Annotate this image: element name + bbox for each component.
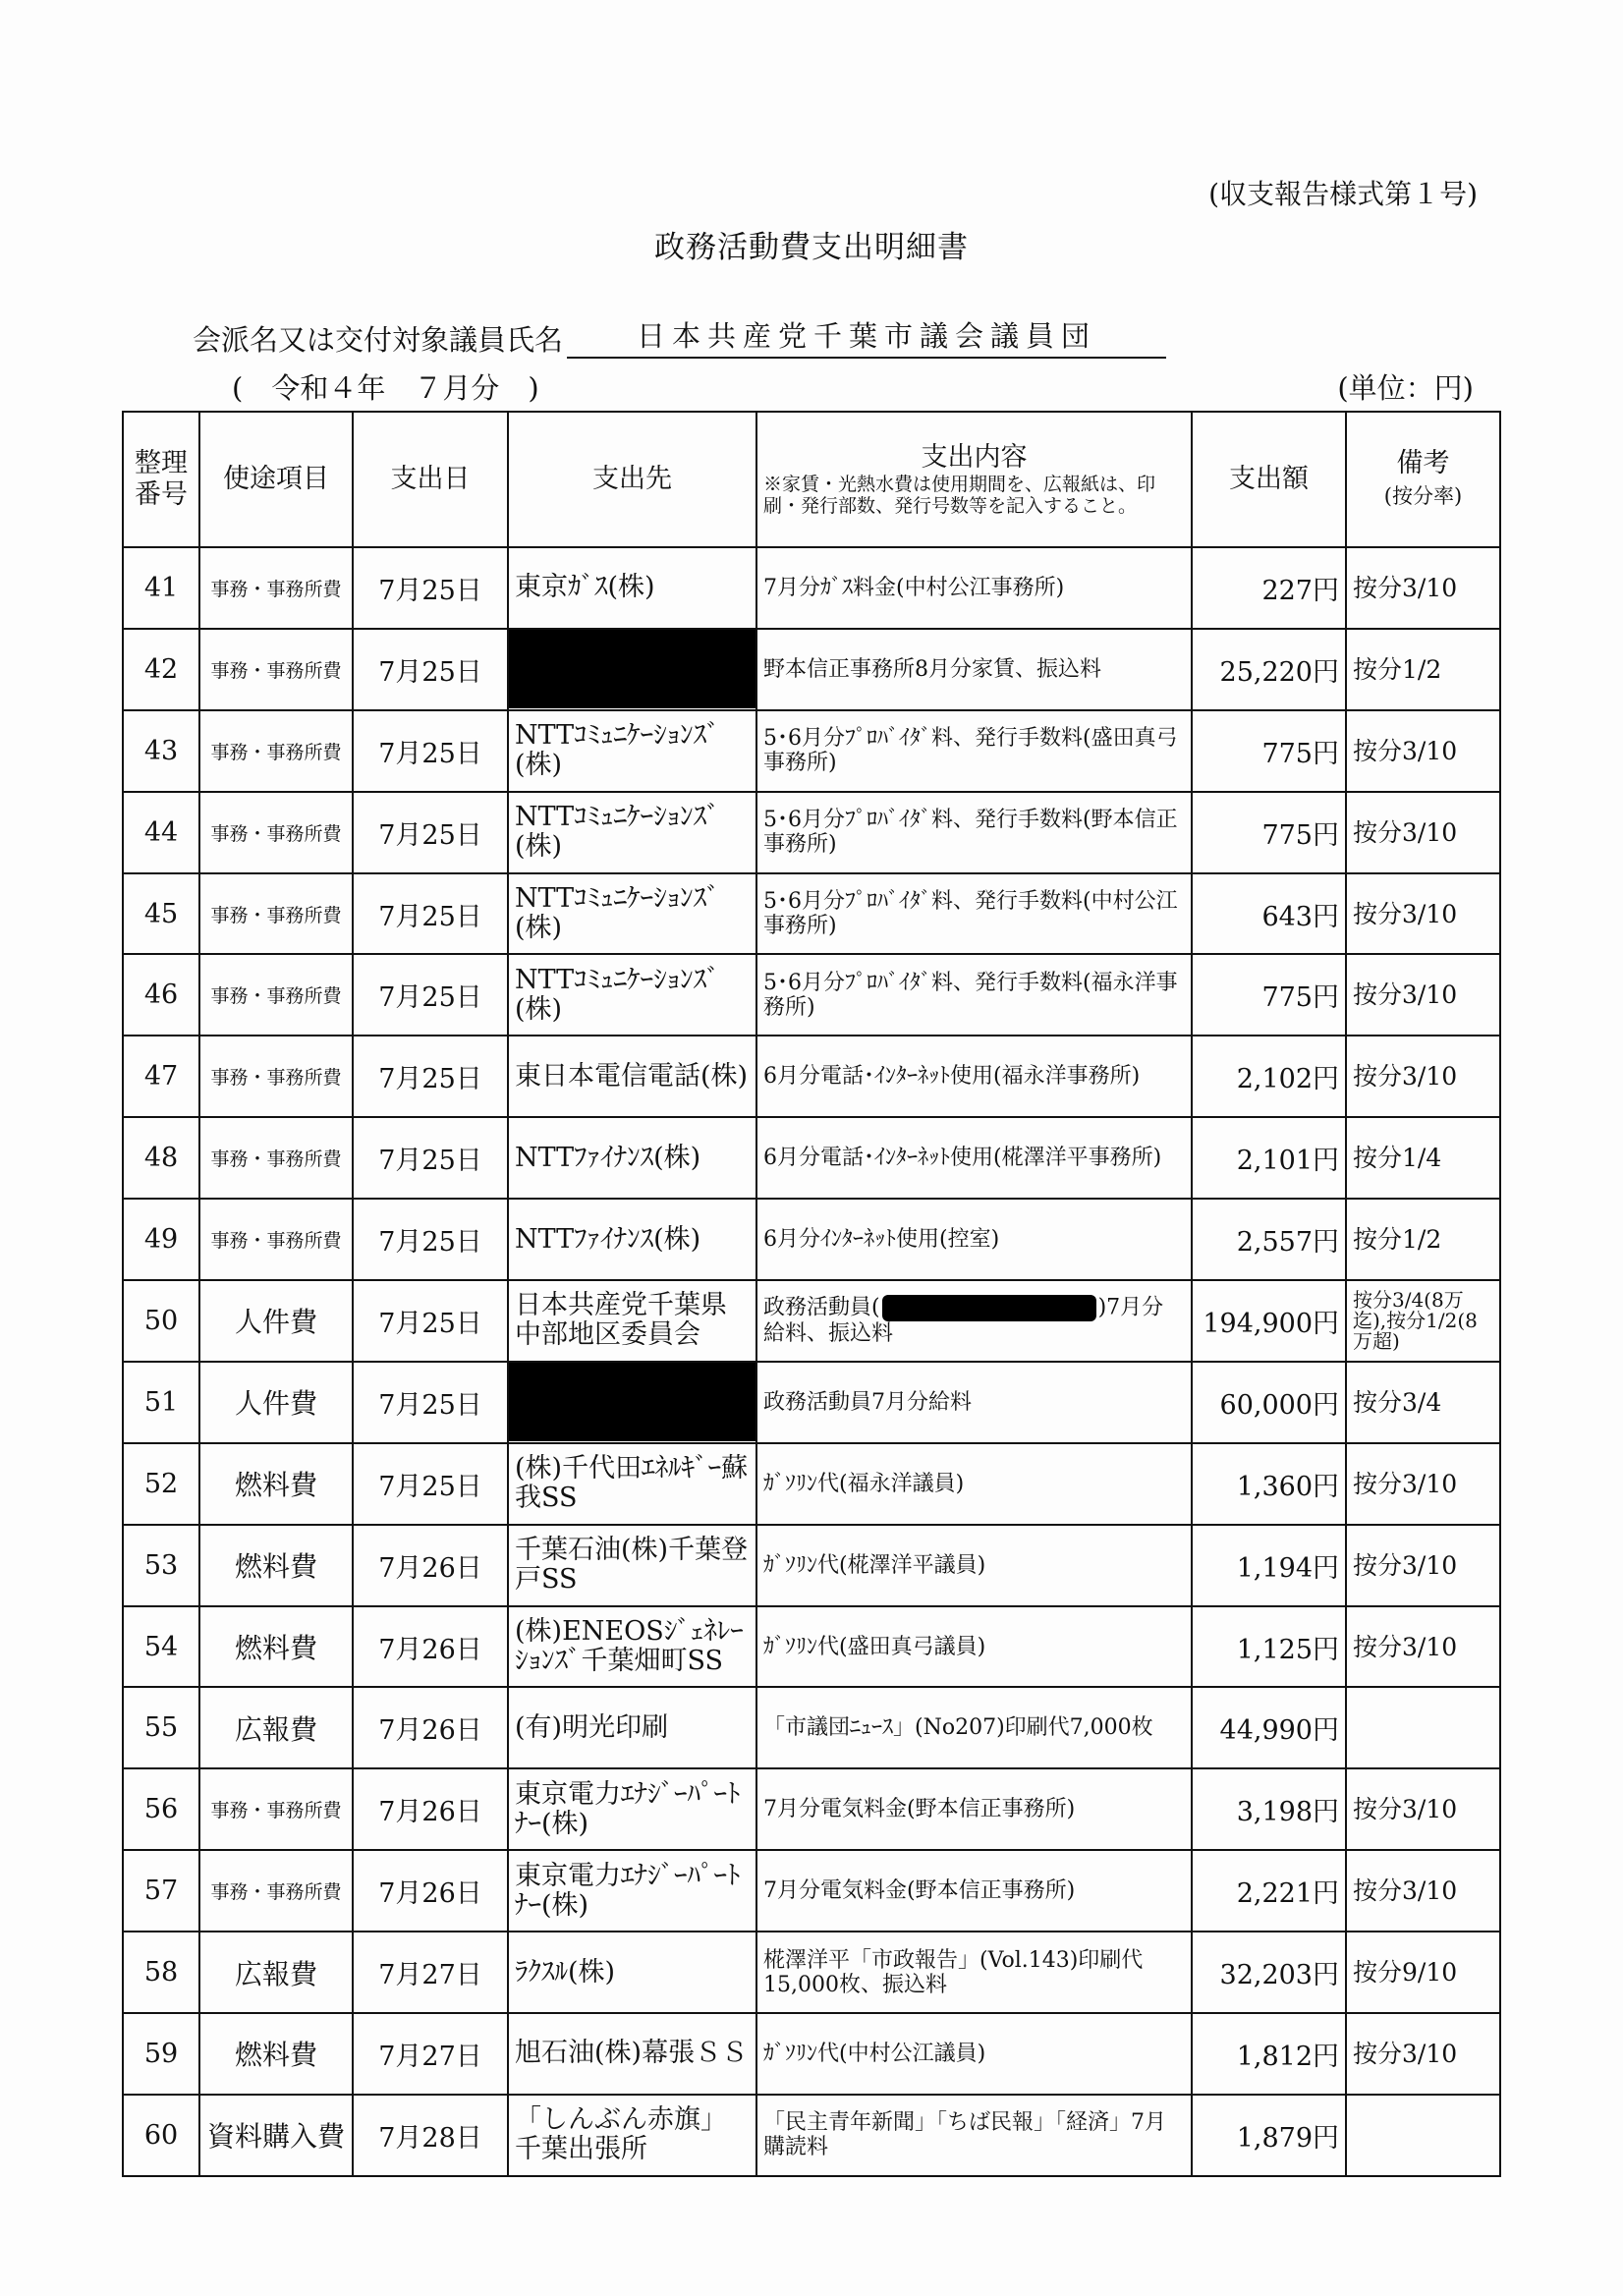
row-category: 事務・事務所費 xyxy=(199,1117,353,1199)
row-remarks: 按分3/10 xyxy=(1346,2013,1500,2095)
row-category: 資料購入費 xyxy=(199,2095,353,2176)
row-number: 44 xyxy=(123,792,199,873)
row-remarks: 按分3/10 xyxy=(1346,1525,1500,1606)
row-number: 60 xyxy=(123,2095,199,2176)
row-category: 事務・事務所費 xyxy=(199,629,353,710)
row-number: 46 xyxy=(123,954,199,1036)
row-number: 49 xyxy=(123,1199,199,1280)
row-remarks: 按分3/4(8万迄),按分1/2(8万超) xyxy=(1346,1280,1500,1362)
redaction-box xyxy=(882,1295,1096,1321)
row-category: 事務・事務所費 xyxy=(199,792,353,873)
row-payee: 東日本電信電話(株) xyxy=(508,1036,756,1117)
row-detail: 7月分電気料金(野本信正事務所) xyxy=(756,1768,1192,1850)
redaction-box xyxy=(509,630,756,708)
table-row xyxy=(123,792,1500,873)
row-amount: 775円 xyxy=(1192,710,1346,792)
row-payee: (株)千代田ｴﾈﾙｷﾞｰ蘇我SS xyxy=(508,1443,756,1525)
row-detail: ｶﾞｿﾘﾝ代(福永洋議員) xyxy=(756,1443,1192,1525)
row-date: 7月25日 xyxy=(353,1362,508,1443)
row-payee: NTTﾌｧｲﾅﾝｽ(株) xyxy=(508,1199,756,1280)
row-date: 7月26日 xyxy=(353,1606,508,1688)
row-date: 7月26日 xyxy=(353,1525,508,1606)
row-detail: 5･6月分ﾌﾟﾛﾊﾞｲﾀﾞ料、発行手数料(野本信正事務所) xyxy=(756,792,1192,873)
row-category: 広報費 xyxy=(199,1932,353,2013)
reporting-period: ( 令和４年 ７月分 ) xyxy=(232,371,539,405)
row-payee: NTTｺﾐｭﾆｹｰｼｮﾝｽﾞ(株) xyxy=(508,710,756,792)
table-row xyxy=(123,1768,1500,1850)
row-detail: 7月分ｶﾞｽ料金(中村公江事務所) xyxy=(756,547,1192,629)
row-number: 53 xyxy=(123,1525,199,1606)
row-remarks: 按分3/10 xyxy=(1346,792,1500,873)
table-row xyxy=(123,873,1500,955)
row-remarks: 按分3/10 xyxy=(1346,710,1500,792)
row-remarks: 按分3/10 xyxy=(1346,1606,1500,1688)
row-date: 7月25日 xyxy=(353,1117,508,1199)
table-row xyxy=(123,1199,1500,1280)
table-row xyxy=(123,547,1500,629)
row-date: 7月25日 xyxy=(353,1280,508,1362)
faction-line xyxy=(193,314,1166,359)
row-payee: NTTｺﾐｭﾆｹｰｼｮﾝｽﾞ(株) xyxy=(508,792,756,873)
row-amount: 2,102円 xyxy=(1192,1036,1346,1117)
row-number: 42 xyxy=(123,629,199,710)
row-detail: ｶﾞｿﾘﾝ代(中村公江議員) xyxy=(756,2013,1192,2095)
table-row xyxy=(123,1606,1500,1688)
row-remarks: 按分1/4 xyxy=(1346,1117,1500,1199)
row-number: 50 xyxy=(123,1280,199,1362)
row-amount: 1,360円 xyxy=(1192,1443,1346,1525)
row-number: 47 xyxy=(123,1036,199,1117)
row-date: 7月26日 xyxy=(353,1768,508,1850)
header-amount: 支出額 xyxy=(1192,412,1346,547)
row-payee: 東京ｶﾞｽ(株) xyxy=(508,547,756,629)
row-remarks xyxy=(1346,2095,1500,2176)
faction-label: 会派名又は交付対象議員氏名 xyxy=(193,323,564,357)
row-detail xyxy=(756,1280,1192,1362)
row-category: 広報費 xyxy=(199,1687,353,1768)
row-payee: 「しんぶん赤旗」千葉出張所 xyxy=(508,2095,756,2176)
row-category: 事務・事務所費 xyxy=(199,1036,353,1117)
row-remarks: 按分3/10 xyxy=(1346,547,1500,629)
header-category: 使途項目 xyxy=(199,412,353,547)
table-row xyxy=(123,2013,1500,2095)
row-date: 7月25日 xyxy=(353,1036,508,1117)
document-title: 政務活動費支出明細書 xyxy=(654,230,969,265)
row-detail: 椛澤洋平「市政報告」(Vol.143)印刷代15,000枚、振込料 xyxy=(756,1932,1192,2013)
row-amount: 194,900円 xyxy=(1192,1280,1346,1362)
row-detail: ｶﾞｿﾘﾝ代(盛田真弓議員) xyxy=(756,1606,1192,1688)
row-category: 人件費 xyxy=(199,1362,353,1443)
table-header-row xyxy=(123,412,1500,547)
row-detail: 5･6月分ﾌﾟﾛﾊﾞｲﾀﾞ料、発行手数料(中村公江事務所) xyxy=(756,873,1192,955)
row-date: 7月28日 xyxy=(353,2095,508,2176)
row-remarks: 按分1/2 xyxy=(1346,629,1500,710)
row-payee: NTTｺﾐｭﾆｹｰｼｮﾝｽﾞ(株) xyxy=(508,873,756,955)
row-detail: 5･6月分ﾌﾟﾛﾊﾞｲﾀﾞ料、発行手数料(福永洋事務所) xyxy=(756,954,1192,1036)
expenditure-table xyxy=(122,411,1501,2177)
row-date: 7月25日 xyxy=(353,710,508,792)
row-remarks: 按分3/10 xyxy=(1346,873,1500,955)
row-amount: 227円 xyxy=(1192,547,1346,629)
row-detail: 政務活動員7月分給料 xyxy=(756,1362,1192,1443)
row-date: 7月25日 xyxy=(353,954,508,1036)
row-category: 事務・事務所費 xyxy=(199,547,353,629)
unit-label: (単位：円) xyxy=(1337,371,1474,405)
row-category: 事務・事務所費 xyxy=(199,1768,353,1850)
table-row xyxy=(123,1525,1500,1606)
row-payee: 千葉石油(株)千葉登戸SS xyxy=(508,1525,756,1606)
row-category: 事務・事務所費 xyxy=(199,1850,353,1932)
row-date: 7月27日 xyxy=(353,1932,508,2013)
row-remarks: 按分3/10 xyxy=(1346,1036,1500,1117)
row-date: 7月25日 xyxy=(353,629,508,710)
row-number: 48 xyxy=(123,1117,199,1199)
table-row xyxy=(123,1362,1500,1443)
faction-name: 日本共産党千葉市議会議員団 xyxy=(567,314,1166,359)
row-category: 人件費 xyxy=(199,1280,353,1362)
table-row xyxy=(123,710,1500,792)
row-remarks xyxy=(1346,1687,1500,1768)
row-number: 56 xyxy=(123,1768,199,1850)
header-remarks-sub: (按分率) xyxy=(1383,483,1463,508)
row-detail: ｶﾞｿﾘﾝ代(椛澤洋平議員) xyxy=(756,1525,1192,1606)
row-detail: 「民主青年新聞」「ちば民報」「経済」7月購読料 xyxy=(756,2095,1192,2176)
table-row xyxy=(123,1280,1500,1362)
row-date: 7月26日 xyxy=(353,1850,508,1932)
row-date: 7月25日 xyxy=(353,1199,508,1280)
row-payee: 東京電力ｴﾅｼﾞｰﾊﾟｰﾄﾅｰ(株) xyxy=(508,1768,756,1850)
row-remarks: 按分3/10 xyxy=(1346,1443,1500,1525)
row-number: 58 xyxy=(123,1932,199,2013)
row-remarks: 按分3/10 xyxy=(1346,954,1500,1036)
row-number: 59 xyxy=(123,2013,199,2095)
row-date: 7月26日 xyxy=(353,1687,508,1768)
row-detail: 6月分電話･ｲﾝﾀｰﾈｯﾄ使用(椛澤洋平事務所) xyxy=(756,1117,1192,1199)
row-category: 燃料費 xyxy=(199,2013,353,2095)
row-amount: 1,879円 xyxy=(1192,2095,1346,2176)
row-payee-redacted xyxy=(508,1362,756,1443)
row-category: 事務・事務所費 xyxy=(199,1199,353,1280)
table-row xyxy=(123,1932,1500,2013)
row-amount: 44,990円 xyxy=(1192,1687,1346,1768)
row-detail: 5･6月分ﾌﾟﾛﾊﾞｲﾀﾞ料、発行手数料(盛田真弓事務所) xyxy=(756,710,1192,792)
redaction-box xyxy=(509,1363,756,1441)
header-payee: 支出先 xyxy=(508,412,756,547)
row-amount: 32,203円 xyxy=(1192,1932,1346,2013)
row-date: 7月25日 xyxy=(353,547,508,629)
table-row xyxy=(123,629,1500,710)
row-amount: 25,220円 xyxy=(1192,629,1346,710)
table-row xyxy=(123,1687,1500,1768)
row-category: 燃料費 xyxy=(199,1443,353,1525)
row-category: 事務・事務所費 xyxy=(199,710,353,792)
table-row xyxy=(123,954,1500,1036)
row-category: 事務・事務所費 xyxy=(199,873,353,955)
header-detail-note: ※家賃・光熱水費は使用期間を、広報紙は、印刷・発行部数、発行号数等を記入すること。 xyxy=(763,474,1156,517)
row-amount: 2,101円 xyxy=(1192,1117,1346,1199)
row-remarks: 按分3/4 xyxy=(1346,1362,1500,1443)
header-detail-label: 支出内容 xyxy=(921,442,1028,473)
row-payee-redacted xyxy=(508,629,756,710)
row-payee: 日本共産党千葉県中部地区委員会 xyxy=(508,1280,756,1362)
row-amount: 643円 xyxy=(1192,873,1346,955)
row-payee: ﾗｸｽﾙ(株) xyxy=(508,1932,756,2013)
row-payee: 旭石油(株)幕張ＳＳ xyxy=(508,2013,756,2095)
row-detail: 「市議団ﾆｭｰｽ」(No207)印刷代7,000枚 xyxy=(756,1687,1192,1768)
row-amount: 1,194円 xyxy=(1192,1525,1346,1606)
row-amount: 3,198円 xyxy=(1192,1768,1346,1850)
header-remarks-label: 備考 xyxy=(1396,447,1450,478)
header-no: 整理番号 xyxy=(123,412,199,547)
row-remarks: 按分1/2 xyxy=(1346,1199,1500,1280)
table-row xyxy=(123,1850,1500,1932)
table-row xyxy=(123,1117,1500,1199)
row-remarks: 按分9/10 xyxy=(1346,1932,1500,2013)
table-row xyxy=(123,1443,1500,1525)
row-remarks: 按分3/10 xyxy=(1346,1768,1500,1850)
row-date: 7月25日 xyxy=(353,792,508,873)
row-number: 45 xyxy=(123,873,199,955)
row-amount: 775円 xyxy=(1192,954,1346,1036)
row-number: 52 xyxy=(123,1443,199,1525)
row-payee: 東京電力ｴﾅｼﾞｰﾊﾟｰﾄﾅｰ(株) xyxy=(508,1850,756,1932)
row-amount: 60,000円 xyxy=(1192,1362,1346,1443)
row-amount: 2,557円 xyxy=(1192,1199,1346,1280)
row-detail: 7月分電気料金(野本信正事務所) xyxy=(756,1850,1192,1932)
row-remarks: 按分3/10 xyxy=(1346,1850,1500,1932)
row-number: 43 xyxy=(123,710,199,792)
row-date: 7月27日 xyxy=(353,2013,508,2095)
row-date: 7月25日 xyxy=(353,873,508,955)
row-payee: (有)明光印刷 xyxy=(508,1687,756,1768)
row-detail: 6月分電話･ｲﾝﾀｰﾈｯﾄ使用(福永洋事務所) xyxy=(756,1036,1192,1117)
row-date: 7月25日 xyxy=(353,1443,508,1525)
row-detail-post: )7月分給料、振込料 xyxy=(763,1295,1164,1347)
table-row xyxy=(123,1036,1500,1117)
header-detail xyxy=(756,412,1192,547)
row-amount: 775円 xyxy=(1192,792,1346,873)
row-detail: 野本信正事務所8月分家賃、振込料 xyxy=(756,629,1192,710)
row-category: 燃料費 xyxy=(199,1525,353,1606)
table-row xyxy=(123,2095,1500,2176)
row-number: 41 xyxy=(123,547,199,629)
row-category: 事務・事務所費 xyxy=(199,954,353,1036)
row-detail-pre: 政務活動員( xyxy=(763,1295,880,1320)
row-number: 51 xyxy=(123,1362,199,1443)
form-number: (収支報告様式第１号) xyxy=(1208,178,1478,210)
row-detail: 6月分ｲﾝﾀｰﾈｯﾄ使用(控室) xyxy=(756,1199,1192,1280)
row-number: 54 xyxy=(123,1606,199,1688)
header-date: 支出日 xyxy=(353,412,508,547)
row-payee: (株)ENEOSｼﾞｪﾈﾚｰｼｮﾝｽﾞ千葉畑町SS xyxy=(508,1606,756,1688)
row-number: 55 xyxy=(123,1687,199,1768)
row-amount: 2,221円 xyxy=(1192,1850,1346,1932)
row-amount: 1,125円 xyxy=(1192,1606,1346,1688)
row-category: 燃料費 xyxy=(199,1606,353,1688)
row-amount: 1,812円 xyxy=(1192,2013,1346,2095)
row-payee: NTTｺﾐｭﾆｹｰｼｮﾝｽﾞ(株) xyxy=(508,954,756,1036)
table-body xyxy=(123,547,1500,2176)
row-payee: NTTﾌｧｲﾅﾝｽ(株) xyxy=(508,1117,756,1199)
row-number: 57 xyxy=(123,1850,199,1932)
header-remarks xyxy=(1346,412,1500,547)
